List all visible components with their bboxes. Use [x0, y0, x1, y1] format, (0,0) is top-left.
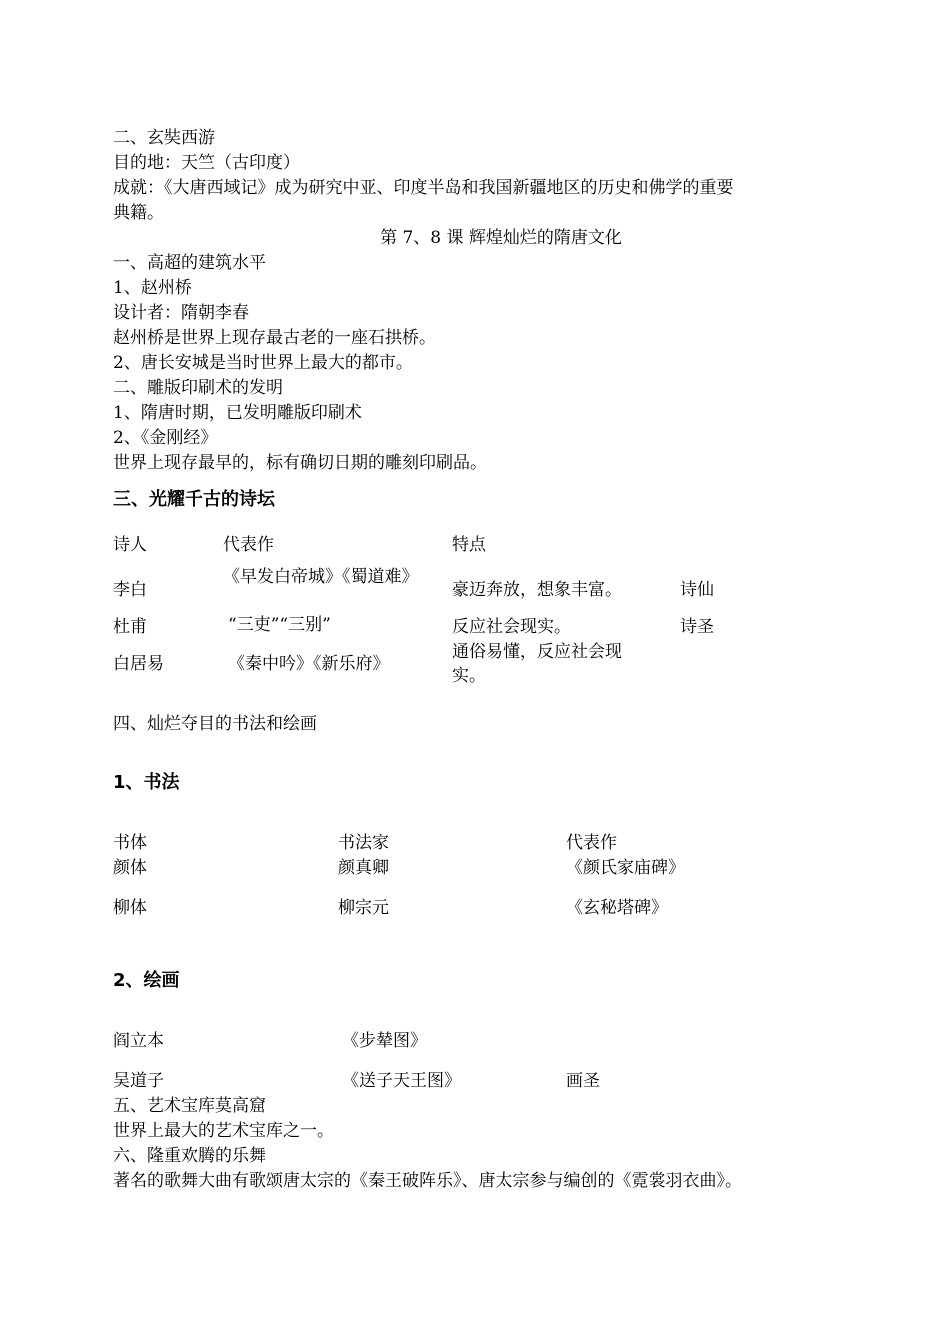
poetry-row-title: 诗圣	[680, 617, 714, 637]
calligraphy-row-work: 《玄秘塔碑》	[566, 898, 668, 918]
printing-note: 世界上现存最早的，标有确切日期的雕刻印刷品。	[113, 453, 487, 473]
xuanzang-destination: 目的地：天竺（古印度）	[113, 153, 300, 173]
painting-row-work: 《送子天王图》	[342, 1071, 461, 1091]
painting-heading: 2、绘画	[113, 970, 180, 991]
section-heading-printing: 二、雕版印刷术的发明	[113, 378, 283, 398]
calligraphy-heading: 1、书法	[113, 772, 180, 793]
poetry-row-works: 《早发白帝城》《蜀道难》	[223, 567, 419, 587]
calligraphy-header-work: 代表作	[566, 833, 617, 853]
calligraphy-header-style: 书体	[113, 833, 147, 853]
architecture-item2: 2、唐长安城是当时世界上最大的都市。	[113, 353, 413, 373]
architecture-item1: 1、赵州桥	[113, 278, 192, 298]
calligraphy-row-work: 《颜氏家庙碑》	[566, 858, 685, 878]
poetry-row-poet: 白居易	[113, 654, 164, 674]
poetry-row-poet: 杜甫	[113, 617, 147, 637]
painting-row-artist: 吴道子	[113, 1071, 164, 1091]
architecture-designer: 设计者：隋朝李春	[113, 303, 249, 323]
dance-note: 著名的歌舞大曲有歌颂唐太宗的《秦王破阵乐》、唐太宗参与编创的《霓裳羽衣曲》。	[113, 1171, 742, 1191]
painting-row-title: 画圣	[566, 1071, 600, 1091]
xuanzang-achievement-line2: 典籍。	[113, 203, 164, 223]
printing-item1: 1、隋唐时期，已发明雕版印刷术	[113, 403, 362, 423]
lesson-title: 第 7、8 课 辉煌灿烂的隋唐文化	[380, 228, 622, 248]
poetry-row-poet: 李白	[113, 580, 147, 600]
poetry-row-feature: 反应社会现实。	[452, 617, 571, 637]
section-heading-poetry: 三、光耀千古的诗坛	[113, 489, 275, 510]
calligraphy-row-style: 柳体	[113, 898, 147, 918]
architecture-bridge-note: 赵州桥是世界上现存最古老的一座石拱桥。	[113, 328, 436, 348]
calligraphy-header-artist: 书法家	[338, 833, 389, 853]
poetry-row-feature: 通俗易懂，反应社会现实。	[452, 642, 622, 686]
poetry-row-feature: 豪迈奔放，想象丰富。	[452, 580, 622, 600]
painting-row-work: 《步辇图》	[342, 1031, 427, 1051]
calligraphy-row-style: 颜体	[113, 858, 147, 878]
poetry-header-feature: 特点	[452, 535, 486, 555]
poetry-row-works: 《秦中吟》《新乐府》	[228, 654, 390, 674]
poetry-header-poet: 诗人	[113, 535, 147, 555]
section-heading-xuanzang: 二、玄奘西游	[113, 128, 215, 148]
poetry-row-title: 诗仙	[680, 580, 714, 600]
section-heading-dance: 六、隆重欢腾的乐舞	[113, 1146, 266, 1166]
calligraphy-row-artist: 柳宗元	[338, 898, 389, 918]
calligraphy-row-artist: 颜真卿	[338, 858, 389, 878]
poetry-row-works: “三吏”“三别”	[228, 615, 331, 635]
section-heading-mogao: 五、艺术宝库莫高窟	[113, 1096, 266, 1116]
mogao-note: 世界上最大的艺术宝库之一。	[113, 1121, 334, 1141]
printing-item2: 2、《金刚经》	[113, 428, 218, 448]
painting-row-artist: 阎立本	[113, 1031, 164, 1051]
section-heading-art: 四、灿烂夺目的书法和绘画	[113, 714, 317, 734]
poetry-header-works: 代表作	[223, 535, 274, 555]
section-heading-architecture: 一、高超的建筑水平	[113, 253, 266, 273]
xuanzang-achievement-line1: 成就：《大唐西域记》成为研究中亚、印度半岛和我国新疆地区的历史和佛学的重要	[113, 178, 734, 198]
